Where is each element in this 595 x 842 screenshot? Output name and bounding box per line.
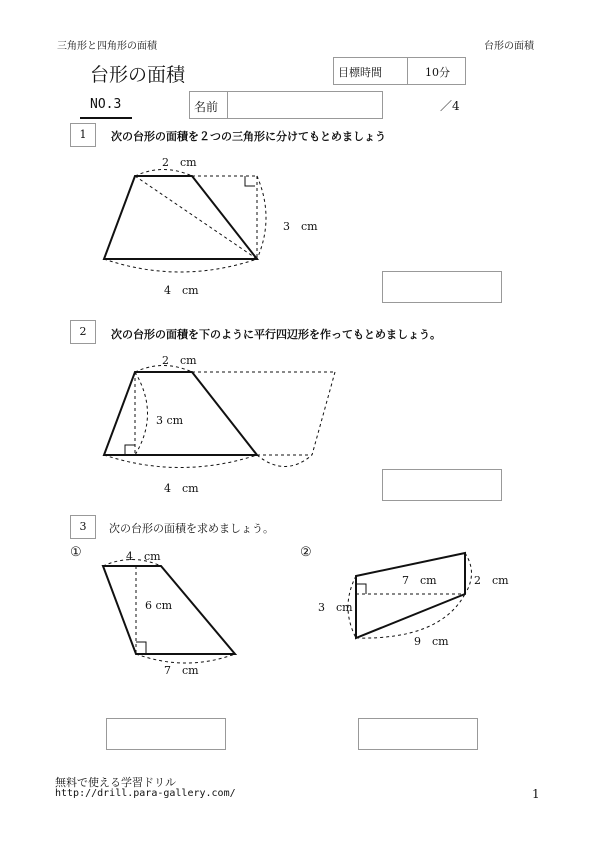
figure-2-top-label: 2 cm bbox=[162, 354, 197, 367]
figure-2-copy-right-side bbox=[312, 372, 335, 455]
question-1-number: 1 bbox=[70, 123, 96, 147]
figure-3b-right-label: 2 cm bbox=[474, 574, 509, 587]
answer-box-2[interactable] bbox=[382, 469, 502, 501]
figure-2-extension-brace bbox=[257, 455, 312, 467]
figure-1-height-brace bbox=[257, 176, 266, 259]
figure-3b bbox=[348, 553, 472, 638]
figure-1-right-angle bbox=[245, 176, 255, 186]
figure-3b-bottom-label: 9 cm bbox=[414, 635, 449, 648]
question-2-number: 2 bbox=[70, 320, 96, 344]
figure-3b-middle-label: 7 cm bbox=[402, 574, 437, 587]
question-3-number: 3 bbox=[70, 515, 96, 539]
figure-1-diagonal bbox=[135, 176, 257, 259]
answer-box-3a[interactable] bbox=[106, 718, 226, 750]
figure-1-bottom-label: 4 cm bbox=[164, 284, 199, 297]
question-2-text: 次の台形の面積を下のように平行四辺形を作ってもとめましょう。 bbox=[111, 328, 441, 341]
figure-1 bbox=[104, 170, 266, 273]
page-title: 台形の面積 bbox=[90, 64, 186, 86]
figure-3b-left-label: 3 cm bbox=[318, 601, 353, 614]
sub-label-2: ② bbox=[300, 545, 312, 560]
footer-url[interactable]: http://drill.para-gallery.com/ bbox=[55, 788, 236, 799]
figure-3a-right-angle bbox=[136, 642, 146, 654]
footer-site-name: 無料で使える学習ドリル bbox=[55, 776, 176, 789]
answer-box-3b[interactable] bbox=[358, 718, 478, 750]
page-number: 1 bbox=[532, 787, 540, 801]
figure-3b-trapezoid bbox=[356, 553, 465, 638]
figure-3a-top-label: 4 cm bbox=[126, 550, 161, 563]
figure-3a-bottom-label: 7 cm bbox=[164, 664, 199, 677]
figure-1-height-label: 3 cm bbox=[283, 220, 318, 233]
header-left: 三角形と四角形の面積 bbox=[57, 41, 157, 52]
figure-2 bbox=[104, 366, 335, 468]
figure-1-bottom-brace bbox=[104, 259, 257, 272]
question-1-text: 次の台形の面積を２つの三角形に分けてもとめましょう bbox=[111, 130, 386, 143]
score: ／4 bbox=[440, 99, 460, 113]
figure-2-right-angle bbox=[125, 445, 135, 455]
figure-3a-height-label: 6 cm bbox=[145, 599, 173, 612]
figure-3b-right-angle bbox=[356, 584, 366, 594]
question-3-text: 次の台形の面積を求めましょう。 bbox=[109, 522, 274, 535]
figure-2-height-label: 3 cm bbox=[156, 414, 184, 427]
figure-2-bottom-brace bbox=[104, 455, 257, 468]
answer-box-1[interactable] bbox=[382, 271, 502, 303]
target-time-value: 10分 bbox=[425, 66, 450, 79]
figure-2-bottom-label: 4 cm bbox=[164, 482, 199, 495]
figure-1-top-label: 2 cm bbox=[162, 156, 197, 169]
header-right: 台形の面積 bbox=[484, 41, 534, 52]
figure-1-trapezoid bbox=[104, 176, 257, 259]
figure-2-height-brace bbox=[135, 372, 148, 455]
name-label: 名前 bbox=[194, 100, 219, 114]
target-time-label: 目標時間 bbox=[338, 66, 382, 79]
sub-label-1: ① bbox=[70, 545, 82, 560]
sheet-number: NO.3 bbox=[90, 97, 122, 112]
